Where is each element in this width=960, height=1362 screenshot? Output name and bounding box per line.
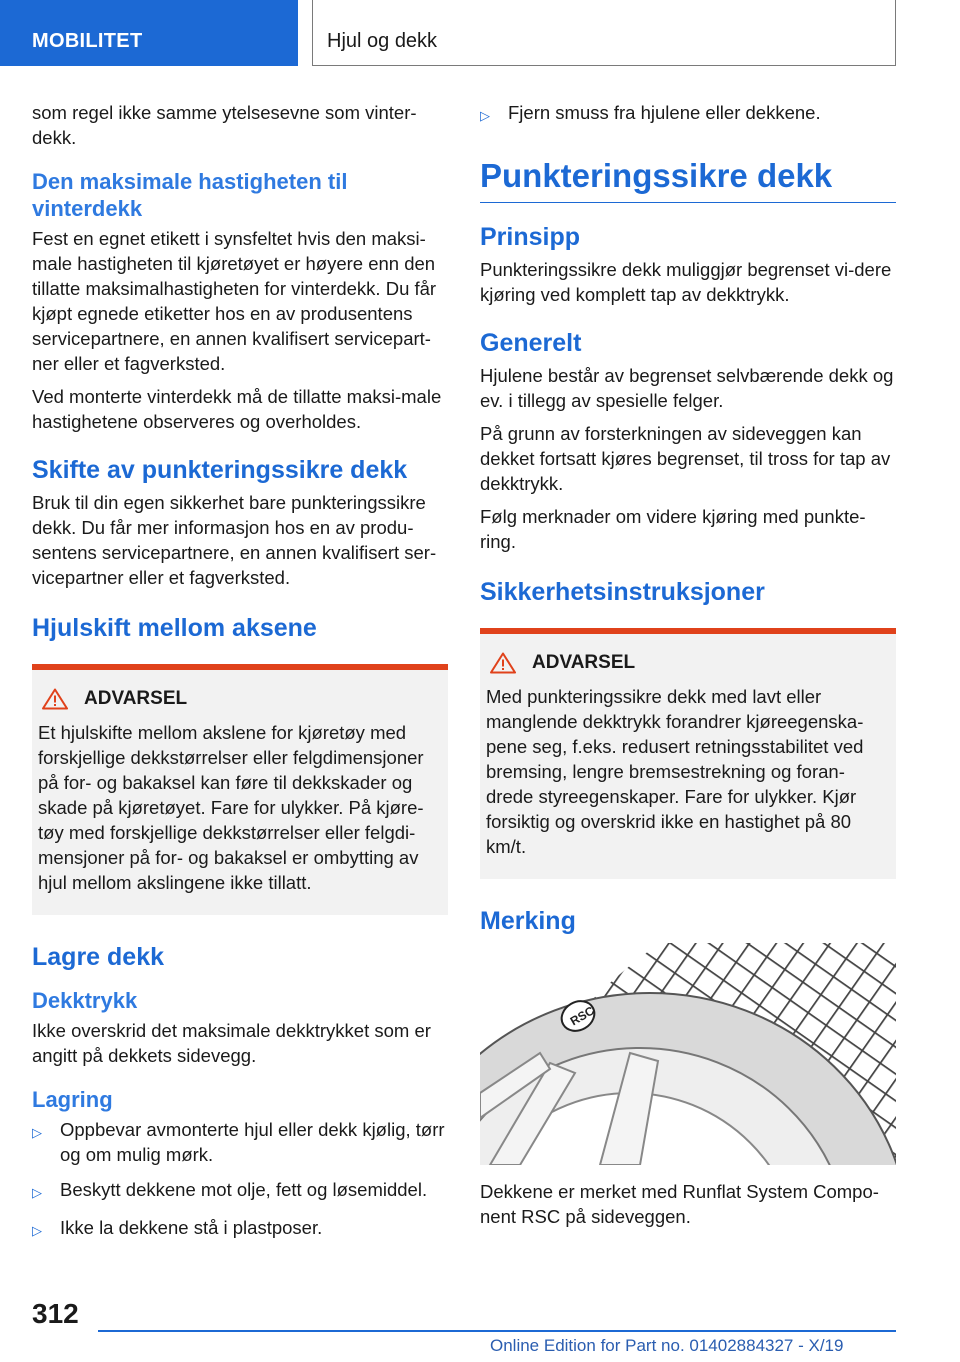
axle-warning-text: Et hjulskifte mellom akslene for kjøretøy med forskjellige dekkstørrelser eller felgdimensjoner på for- og bakaksel kan føre til dekkskader og skade på kjøretøyet. Fare for ulykker. På kjøre-tøy med forskjellige dekkstørrelser eller felgdi-mensjoner på for- og bakaksel er ombytting av hjul mellom akslingene ikke tillatt. — [38, 722, 424, 893]
clean-bullet: Fjern smuss fra hjulene eller dekkene. — [508, 102, 821, 123]
storage-heading: Lagring — [32, 1087, 113, 1112]
tire-pressure-heading: Dekktrykk — [32, 988, 138, 1013]
storage-bullet-3: Ikke la dekkene stå i plastposer. — [60, 1217, 323, 1238]
principle-paragraph: Punkteringssikre dekk muliggjør begrenset vi-dere kjøring ved komplett tap av dekktrykk. — [480, 259, 892, 305]
runflat-title: Punkteringssikre dekk — [480, 156, 896, 203]
footer-edition: Online Edition for Part no. 01402884327 - X/19 — [490, 1336, 844, 1355]
rsc-tire-illustration — [480, 943, 896, 1165]
general-paragraph-1: Hjulene består av begrenset selvbærende dekk og ev. i tillegg av spesielle felger. — [480, 365, 894, 411]
page-header — [0, 0, 960, 66]
page-number: 312 — [32, 1298, 79, 1329]
triangle-bullet-icon: ▷ — [480, 108, 490, 123]
triangle-bullet-icon: ▷ — [32, 1125, 42, 1140]
list-item — [32, 1177, 448, 1205]
triangle-bullet-icon: ▷ — [32, 1223, 42, 1238]
runflat-warning-title — [486, 652, 890, 674]
runflat-change-heading: Skifte av punkteringssikre dekk — [32, 456, 408, 484]
chapter-label: Hjul og dekk — [312, 0, 896, 66]
warning-triangle-icon — [42, 688, 68, 710]
storage-bullet-1: Oppbevar avmonterte hjul eller dekk kjølig, tørr og om mulig mørk. — [60, 1119, 445, 1165]
footer-divider — [98, 1330, 896, 1332]
axle-warning-title — [38, 688, 442, 710]
runflat-change-paragraph: Bruk til din egen sikkerhet bare punkteringssikre dekk. Du får mer informasjon hos en av produ-sentens servicepartnere, en annen kvalifisert ser-vicepartner eller et fagverksted. — [32, 492, 437, 588]
principle-heading: Prinsipp — [480, 223, 581, 251]
safety-heading: Sikkerhetsinstruksjoner — [480, 578, 765, 606]
runflat-warning-label: ADVARSEL — [532, 652, 636, 673]
warning-triangle-icon — [490, 652, 516, 674]
max-speed-paragraph-2: Ved monterte vinterdekk må de tillatte maksi-male hastighetene observeres og overholdes. — [32, 386, 442, 432]
marking-caption: Dekkene er merket med Runflat System Compo-nent RSC på sideveggen. — [480, 1181, 879, 1227]
max-speed-heading: Den maksimale hastigheten til vinterdekk — [32, 169, 348, 221]
tire-pressure-paragraph: Ikke overskrid det maksimale dekktrykket som er angitt på dekkets sidevegg. — [32, 1020, 431, 1066]
list-item — [480, 100, 896, 128]
list-item — [32, 1117, 448, 1167]
runflat-warning-box — [480, 628, 896, 879]
left-column — [32, 100, 448, 1253]
general-paragraph-3: Følg merknader om videre kjøring med punkte-ring. — [480, 506, 866, 552]
right-column — [480, 100, 896, 1237]
marking-heading: Merking — [480, 907, 576, 935]
intro-paragraph: som regel ikke samme ytelsesevne som vinter-dekk. — [32, 102, 417, 148]
max-speed-paragraph-1: Fest en egnet etikett i synsfeltet hvis den maksi-male hastigheten til kjøretøyet er høyere enn den tillatte maksimalhastigheten for vinterdekk. Du får kjøpt egnede etiketter hos en av produsentens servicepartnere, en annen kvalifisert servicepart-ner eller et fagverksted. — [32, 228, 437, 374]
axle-warning-box — [32, 664, 448, 915]
triangle-bullet-icon: ▷ — [32, 1185, 42, 1200]
rsc-mark: RSC — [567, 1003, 597, 1029]
axle-warning-label: ADVARSEL — [84, 688, 188, 709]
axle-change-heading: Hjulskift mellom aksene — [32, 614, 317, 642]
runflat-warning-text: Med punkteringssikre dekk med lavt eller manglende dekktrykk forandrer kjøreegenska-pene seg, f.eks. redusert retningsstabilitet ved bremsing, lengre bremsestrekning og foran-drede styreegenskaper. Fare for ulykker. Kjør forsiktig og overskrid ikke en hastighet på 80 km/t. — [486, 686, 864, 857]
store-tires-heading: Lagre dekk — [32, 943, 165, 971]
general-heading: Generelt — [480, 329, 582, 357]
general-paragraph-2: På grunn av forsterkningen av sideveggen kan dekket fortsatt kjøres begrenset, til tross for tap av dekktrykk. — [480, 423, 891, 494]
section-label: MOBILITET — [0, 0, 298, 66]
storage-bullet-2: Beskytt dekkene mot olje, fett og løsemiddel. — [60, 1179, 428, 1200]
list-item — [32, 1215, 448, 1243]
